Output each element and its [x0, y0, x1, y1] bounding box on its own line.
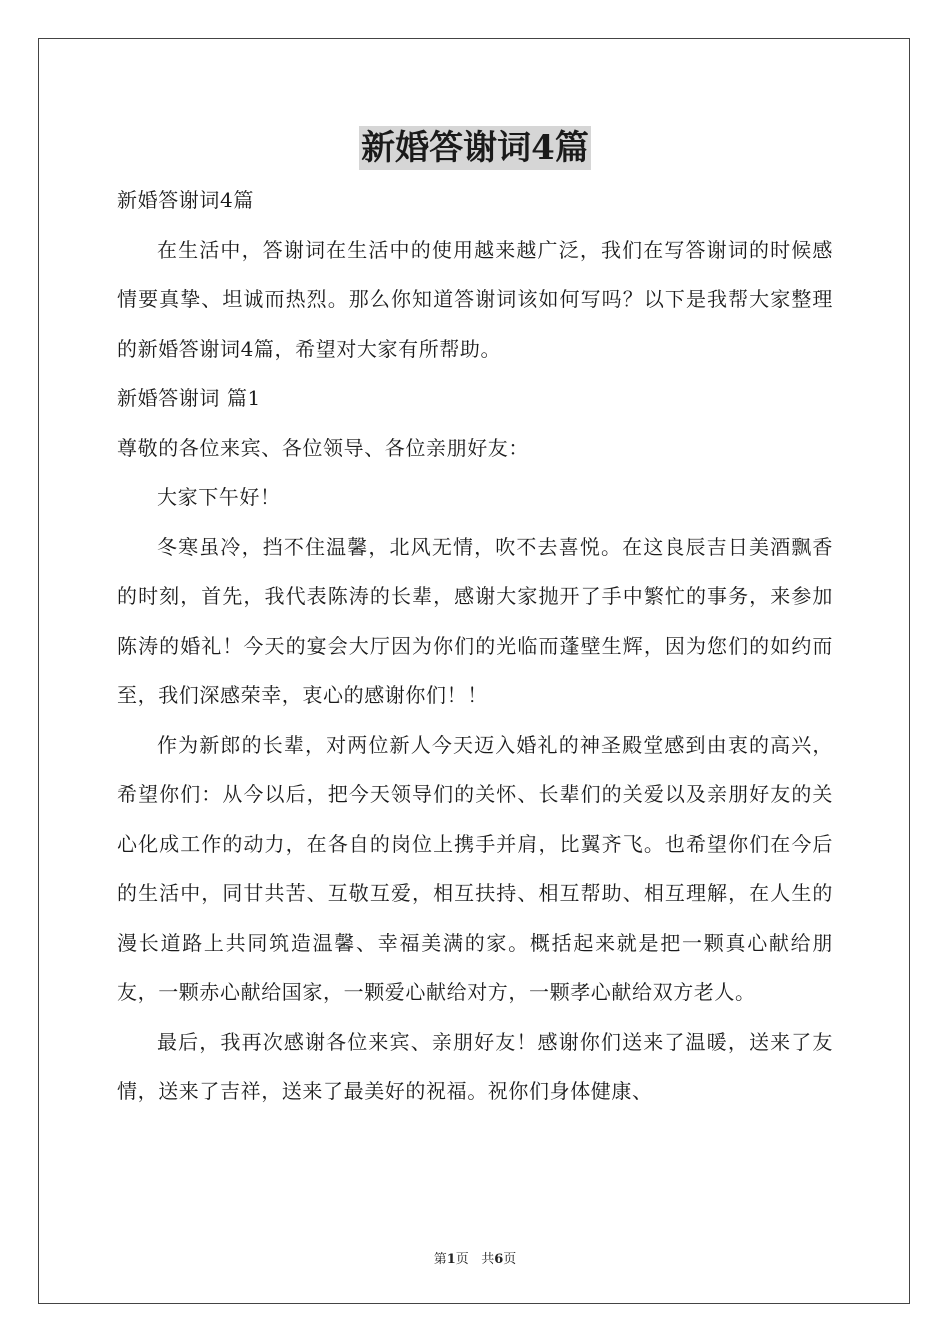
page-prefix: 第: [433, 1252, 447, 1267]
page-number: 1: [446, 1252, 456, 1267]
page-footer: [0, 1248, 950, 1267]
total-pages: 6: [494, 1252, 504, 1267]
paragraph: 新婚答谢词4篇: [117, 188, 254, 212]
total-prefix: 共: [481, 1252, 495, 1267]
paragraph: 作为新郎的长辈，对两位新人今天迈入婚礼的神圣殿堂感到由衷的高兴，希望你们：从今以后，把今天领导们的关怀、长辈们的关爱以及亲朋好友的关心化成工作的动力，在各自的岗位上携手并肩，比翼齐飞。也希望你们在今后的生活中，同甘共苦、互敬互爱，相互扶持、相互帮助、相互理解，在人生的漫长道路上共同筑造温馨、幸福美满的家。概括起来就是把一颗真心献给朋友，一颗赤心献给国家，一颗爱心献给对方，一颗孝心献给双方老人。: [117, 732, 833, 1004]
paragraph: 冬寒虽冷，挡不住温馨，北风无情，吹不去喜悦。在这良辰吉日美酒飘香的时刻，首先，我代表陈涛的长辈，感谢大家抛开了手中繁忙的事务，来参加陈涛的婚礼！今天的宴会大厅因为你们的光临而蓬壁生辉，因为您们的如约而至，我们深感荣幸，衷心的感谢你们！！: [117, 534, 833, 707]
paragraph: 在生活中，答谢词在生活中的使用越来越广泛，我们在写答谢词的时候感情要真挚、坦诚而热烈。那么你知道答谢词该如何写吗？以下是我帮大家整理的新婚答谢词4篇，希望对大家有所帮助。: [117, 237, 833, 361]
document-body: [117, 176, 833, 1117]
total-suffix: 页: [503, 1252, 517, 1267]
page-suffix: 页: [455, 1252, 469, 1267]
greeting: 大家下午好！: [157, 485, 281, 509]
paragraph: 最后，我再次感谢各位来宾、亲朋好友！感谢你们送来了温暖，送来了友情，送来了吉祥，送来了最美好的祝福。祝你们身体健康、: [117, 1029, 833, 1103]
section-heading: 新婚答谢词 篇1: [117, 386, 261, 410]
salutation: 尊敬的各位来宾、各位领导、各位亲朋好友：: [117, 435, 529, 460]
title-container: [0, 126, 950, 170]
document-title: 新婚答谢词4篇: [361, 128, 589, 168]
